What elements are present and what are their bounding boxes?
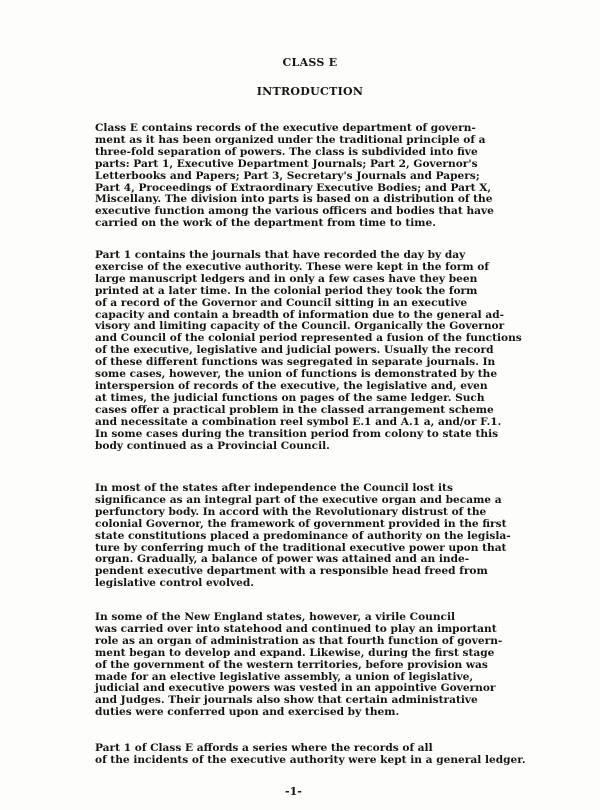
paragraph-line: organ. Gradually, a balance of power was attained and an inde-	[95, 553, 470, 566]
paragraph-line: duties were conferred upon and exercised by them.	[95, 706, 400, 719]
paragraph-line: and Judges. Their journals also show that certain administrative	[95, 694, 478, 707]
paragraph-line: ment as it has been organized under the traditional principle of a	[95, 133, 486, 146]
paragraph-3	[95, 483, 550, 590]
paragraph-line: carried on the work of the department from time to time.	[95, 217, 436, 230]
paragraph-line: legislative control evolved.	[95, 577, 254, 590]
paragraph-line: of a record of the Governor and Council sitting in an executive	[95, 296, 468, 309]
paragraph-line: judicial and executive powers was vested in an appointive Governor	[95, 682, 496, 695]
paragraph-line: large manuscript ledgers and in only a few cases have they been	[95, 272, 478, 285]
paragraph-4	[95, 612, 550, 719]
paragraph-line: pendent executive department with a responsible head freed from	[95, 565, 488, 578]
paragraph-line: perfunctory body. In accord with the Revolutionary distrust of the	[95, 505, 487, 518]
paragraph-line: made for an elective legislative assembly, a union of legislative,	[95, 670, 474, 683]
paragraph-line: In some cases during the transition period from colony to state this	[95, 427, 499, 440]
paragraph-line: ment began to develop and expand. Likewise, during the first stage	[95, 646, 495, 659]
paragraph-line: Miscellany. The division into parts is based on a distribution of the	[95, 193, 493, 206]
paragraph-line: executive function among the various officers and bodies that have	[95, 205, 494, 218]
paragraph-line: Part 4, Proceedings of Extraordinary Executive Bodies; and Part X,	[95, 181, 492, 194]
paragraph-line: ture by conferring much of the traditional executive power upon that	[95, 541, 507, 554]
paragraph-line: colonial Governor, the framework of government provided in the first	[95, 517, 507, 530]
paragraph-line: cases offer a practical problem in the classed arrangement scheme	[95, 403, 494, 416]
paragraph-line: of these different functions was segregated in separate journals. In	[95, 356, 496, 369]
paragraph-line: three-fold separation of powers. The class is subdivided into five	[95, 145, 478, 158]
paragraph-line: at times, the judicial functions on pages of the same ledger. Such	[95, 391, 485, 404]
section-title: INTRODUCTION	[256, 85, 364, 98]
paragraph-5	[95, 743, 550, 767]
paragraph-2	[95, 250, 550, 452]
paragraph-line: exercise of the executive authority. These were kept in the form of	[95, 260, 489, 273]
paragraph-line: Letterbooks and Papers; Part 3, Secretary's Journals and Papers;	[95, 169, 480, 182]
paragraph-line: and Council of the colonial period represented a fusion of the functions	[95, 332, 522, 345]
paragraph-line: In most of the states after independence the Council lost its	[95, 482, 453, 494]
paragraph-line: capacity and contain a breadth of information due to the general ad-	[95, 308, 505, 321]
paragraph-line: was carried over into statehood and continued to play an important	[95, 622, 497, 635]
paragraph-line: Class E contains records of the executive department of govern-	[95, 122, 476, 134]
paragraph-line: Part 1 contains the journals that have recorded the day by day	[95, 249, 466, 261]
paragraph-1	[95, 123, 550, 230]
paragraph-line: and necessitate a combination reel symbol E.1 and A.1 a, and/or F.1.	[95, 415, 502, 428]
class-title: CLASS E	[282, 56, 338, 69]
paragraph-line: In some of the New England states, however, a virile Council	[95, 611, 456, 623]
paragraph-line: parts: Part 1, Executive Department Journals; Part 2, Governor's	[95, 157, 478, 170]
paragraph-line: of the government of the western territories, before provision was	[95, 658, 488, 671]
paragraph-line: Part 1 of Class E affords a series where the records of all	[95, 742, 433, 754]
paragraph-line: visory and limiting capacity of the Council. Organically the Governor	[95, 320, 505, 333]
paragraph-line: some cases, however, the union of functions is demonstrated by the	[95, 368, 498, 381]
paragraph-line: printed at a later time. In the colonial period they took the form	[95, 284, 478, 297]
paragraph-line: body continued as a Provincial Council.	[95, 439, 330, 452]
page-number: -1-	[285, 785, 302, 798]
paragraph-line: significance as an integral part of the executive organ and became a	[95, 493, 502, 506]
paragraph-line: of the incidents of the executive authority were kept in a general ledger.	[95, 753, 526, 766]
paragraph-line: role as an organ of administration as that fourth function of govern-	[95, 634, 503, 647]
paragraph-line: state constitutions placed a predominance of authority on the legisla-	[95, 529, 511, 542]
paragraph-line: interspersion of records of the executive, the legislative and, even	[95, 379, 488, 392]
paragraph-line: of the executive, legislative and judicial powers. Usually the record	[95, 344, 494, 357]
